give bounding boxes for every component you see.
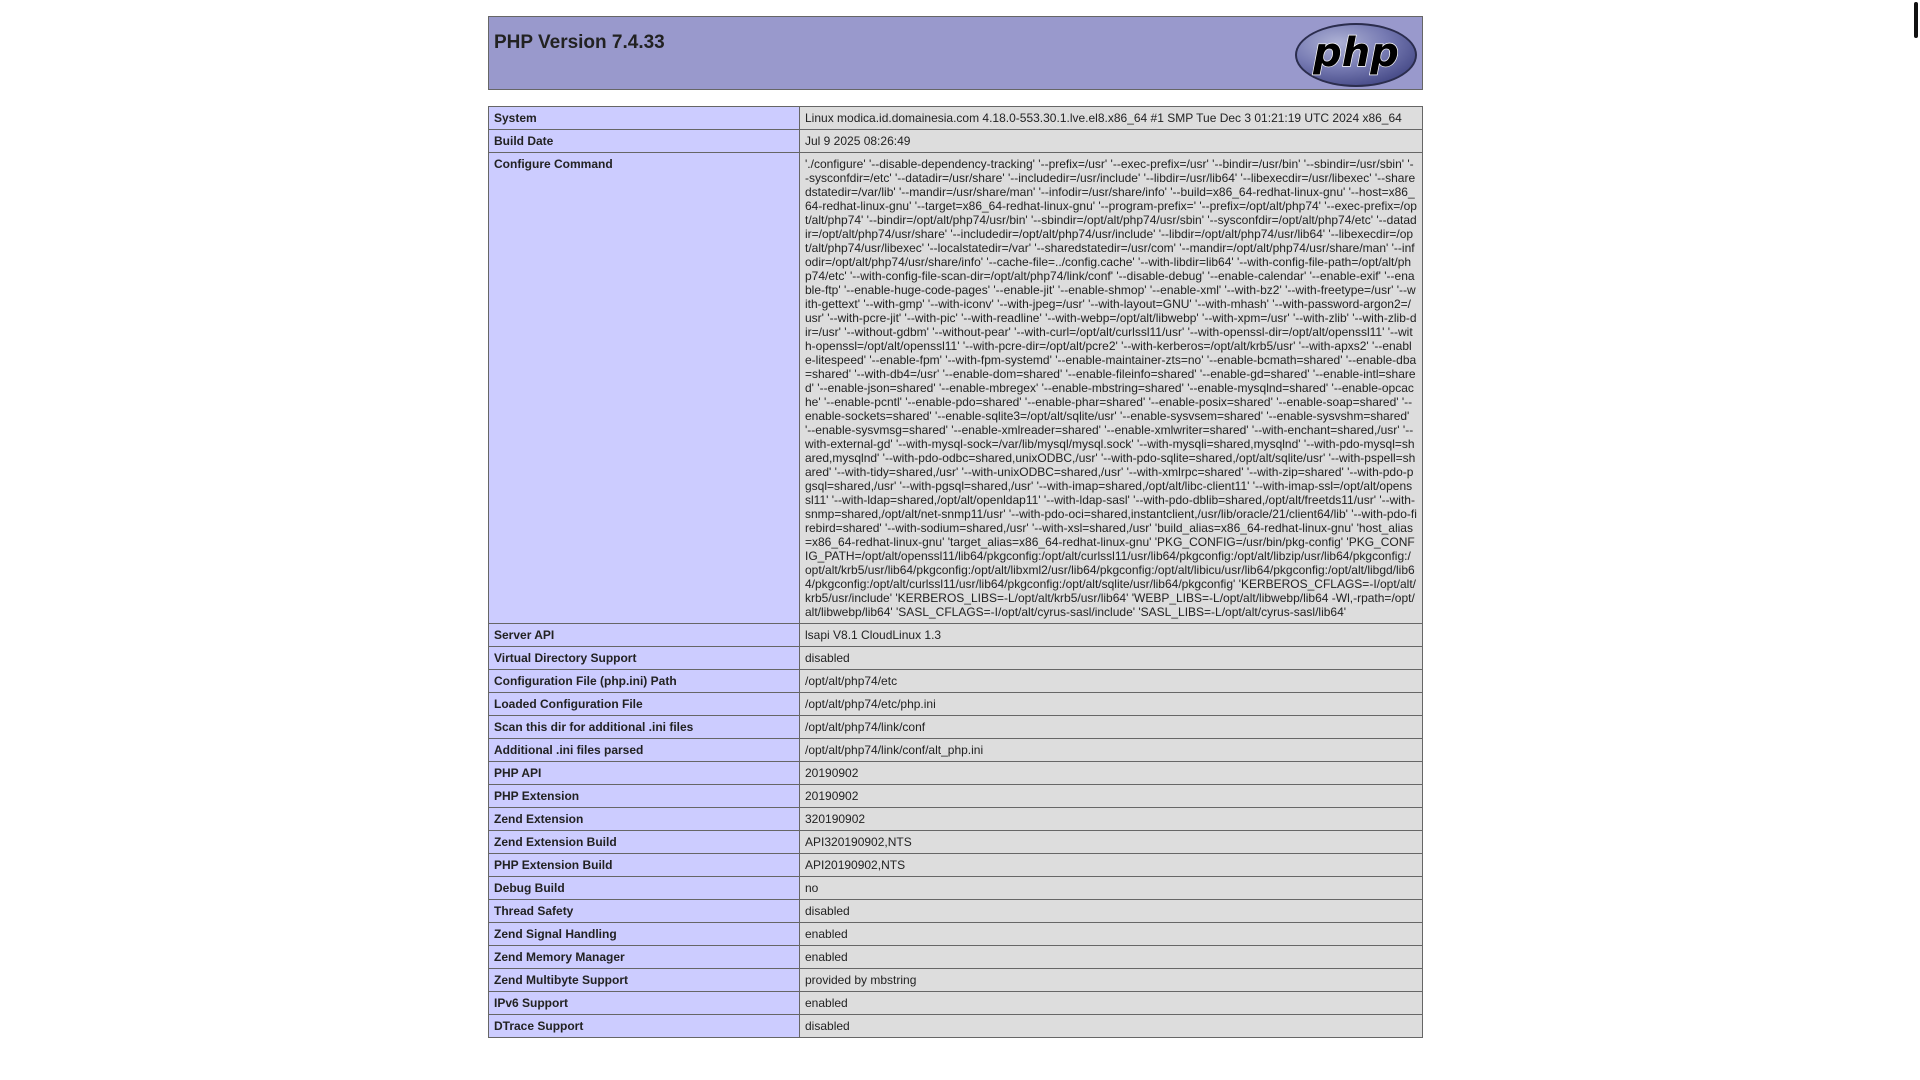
phpinfo-container: [488, 16, 1423, 1038]
table-row: [489, 831, 1423, 854]
table-row: [489, 923, 1423, 946]
row-key: PHP API: [489, 762, 800, 785]
row-value: 20190902: [800, 762, 1423, 785]
info-table-body: [489, 107, 1423, 1038]
row-key: Zend Extension: [489, 808, 800, 831]
row-value: /opt/alt/php74/link/conf: [800, 716, 1423, 739]
table-row: [489, 716, 1423, 739]
row-value: API320190902,NTS: [800, 831, 1423, 854]
row-value: API20190902,NTS: [800, 854, 1423, 877]
row-key: System: [489, 107, 800, 130]
row-value: disabled: [800, 647, 1423, 670]
table-row: [489, 785, 1423, 808]
table-row: [489, 877, 1423, 900]
row-value: /opt/alt/php74/link/conf/alt_php.ini: [800, 739, 1423, 762]
php-logo-text: php: [1313, 30, 1399, 76]
table-row: [489, 107, 1423, 130]
page-title: PHP Version 7.4.33: [494, 32, 665, 53]
row-key: Server API: [489, 624, 800, 647]
row-value: './configure' '--disable-dependency-tracking' '--prefix=/usr' '--exec-prefix=/usr' '--bindir=/usr/bin' '--sbindir=/usr/sbin' '--sysconfdir=/etc' '--datadir=/usr/share' '--includedir=/usr/include' '--libdir=/usr/lib64' '--libexecdir=/usr/libexec' '--sharedstatedir=/var/lib' '--mandir=/usr/share/man' '--infodir=/usr/share/info' '--build=x86_64-redhat-linux-gnu' '--host=x86_64-redhat-linux-gnu' '--target=x86_64-redhat-linux-gnu' '--program-prefix=' '--prefix=/opt/alt/php74' '--exec-prefix=/opt/alt/php74' '--bindir=/opt/alt/php74/usr/bin' '--sbindir=/opt/alt/php74/usr/sbin' '--sysconfdir=/opt/alt/php74/etc' '--datadir=/opt/alt/php74/usr/share' '--includedir=/opt/alt/php74/usr/include' '--libdir=/opt/alt/php74/usr/lib64' '--libexecdir=/opt/alt/php74/usr/libexec' '--localstatedir=/var' '--sharedstatedir=/usr/com' '--mandir=/opt/alt/php74/usr/share/man' '--infodir=/opt/alt/php74/usr/share/info' '--cache-file=../config.cache' '--with-libdir=lib64' '--with-config-file-path=/opt/alt/php74/etc' '--with-config-file-scan-dir=/opt/alt/php74/link/conf' '--disable-debug' '--enable-calendar' '--enable-exif' '--enable-ftp' '--enable-huge-code-pages' '--enable-jit' '--enable-shmop' '--enable-xml' '--with-bz2' '--with-freetype=/usr' '--with-gettext' '--with-gmp' '--with-iconv' '--with-jpeg=/usr' '--with-layout=GNU' '--with-mhash' '--with-password-argon2=/usr' '--with-pcre-jit' '--with-pic' '--with-readline' '--with-webp=/opt/alt/libwebp' '--with-xpm=/usr' '--with-zlib' '--with-zlib-dir=/usr' '--without-gdbm' '--without-pear' '--with-curl=/opt/alt/curlssl11/usr' '--with-openssl-dir=/opt/alt/openssl11' '--with-openssl=/opt/alt/openssl11' '--with-pcre-dir=/opt/alt/pcre2' '--with-kerberos=/opt/alt/krb5/usr' '--with-apxs2' '--enable-litespeed' '--enable-fpm' '--with-fpm-systemd' '--enable-maintainer-zts=no' '--enable-bcmath=shared' '--enable-dba=shared' '--with-db4=/usr' '--enable-dom=shared' '--enable-fileinfo=shared' '--enable-gd=shared' '--enable-intl=shared' '--enable-json=shared' '--enable-mbregex' '--enable-mbstring=shared' '--enable-mysqlnd=shared' '--enable-opcache' '--enable-pcntl' '--enable-pdo=shared' '--enable-phar=shared' '--enable-posix=shared' '--enable-soap=shared' '--enable-sockets=shared' '--enable-sqlite3=/opt/alt/sqlite/usr' '--enable-sysvsem=shared' '--enable-sysvshm=shared' '--enable-sysvmsg=shared' '--enable-xmlreader=shared' '--enable-xmlwriter=shared' '--with-enchant=shared,/usr' '--with-external-gd' '--with-mysql-sock=/var/lib/mysql/mysql.sock' '--with-mysqli=shared,mysqlnd' '--with-pdo-mysql=shared,mysqlnd' '--with-pdo-odbc=shared,unixODBC,/usr' '--with-pdo-sqlite=shared,/opt/alt/sqlite/usr' '--with-pspell=shared' '--with-tidy=shared,/usr' '--with-unixODBC=shared,/usr' '--with-xmlrpc=shared' '--with-zip=shared' '--with-pdo-pgsql=shared,/usr' '--with-pgsql=shared,/usr' '--with-imap=shared,/opt/alt/libc-client11' '--with-imap-ssl=/opt/alt/openssl11' '--with-ldap=shared,/opt/alt/openldap11' '--with-ldap-sasl' '--with-pdo-dblib=shared,/opt/alt/freetds11/usr' '--with-snmp=shared,/opt/alt/net-snmp11/usr' '--with-pdo-oci=shared,instantclient,/usr/lib/oracle/21/client64/lib' '--with-pdo-firebird=shared' '--with-sodium=shared,/usr' '--with-xsl=shared,/usr' 'build_alias=x86_64-redhat-linux-gnu' 'host_alias=x86_64-redhat-linux-gnu' 'target_alias=x86_64-redhat-linux-gnu' 'PKG_CONFIG=/usr/bin/pkg-config' 'PKG_CONFIG_PATH=/opt/alt/openssl11/lib64/pkgconfig:/opt/alt/curlssl11/usr/lib64/pkgconfig:/opt/alt/libzip/usr/lib64/pkgconfig:/opt/alt/krb5/usr/lib64/pkgconfig:/opt/alt/libxml2/usr/lib64/pkgconfig:/opt/alt/libicu/usr/lib64/pkgconfig:/opt/alt/libgd/lib64/pkgconfig:/opt/alt/curlssl11/usr/lib64/pkgconfig:/opt/alt/sqlite/usr/lib64/pkgconfig' 'KERBEROS_CFLAGS=-I/opt/alt/krb5/usr/include' 'KERBEROS_LIBS=-L/opt/alt/krb5/usr/lib64' 'WEBP_LIBS=-L/opt/alt/libwebp/lib64 -Wl,-rpath=/opt/alt/libwebp/lib64' 'SASL_CFLAGS=-I/opt/alt/cyrus-sasl/include' 'SASL_LIBS=-L/opt/alt/cyrus-sasl/lib64': [800, 153, 1423, 624]
row-value: enabled: [800, 992, 1423, 1015]
row-key: Scan this dir for additional .ini files: [489, 716, 800, 739]
table-row: [489, 624, 1423, 647]
row-key: Build Date: [489, 130, 800, 153]
row-key: Configure Command: [489, 153, 800, 624]
row-value: disabled: [800, 1015, 1423, 1038]
table-row: [489, 693, 1423, 716]
row-value: /opt/alt/php74/etc/php.ini: [800, 693, 1423, 716]
table-row: [489, 647, 1423, 670]
info-table: [488, 106, 1423, 1038]
row-value: lsapi V8.1 CloudLinux 1.3: [800, 624, 1423, 647]
table-row: [489, 153, 1423, 624]
row-key: Zend Memory Manager: [489, 946, 800, 969]
row-key: Virtual Directory Support: [489, 647, 800, 670]
table-row: [489, 969, 1423, 992]
row-value: no: [800, 877, 1423, 900]
table-row: [489, 992, 1423, 1015]
row-key: Additional .ini files parsed: [489, 739, 800, 762]
table-row: [489, 1015, 1423, 1038]
row-key: DTrace Support: [489, 1015, 800, 1038]
row-value: 320190902: [800, 808, 1423, 831]
row-key: PHP Extension Build: [489, 854, 800, 877]
row-key: Thread Safety: [489, 900, 800, 923]
row-key: PHP Extension: [489, 785, 800, 808]
table-row: [489, 946, 1423, 969]
table-row: [489, 900, 1423, 923]
row-key: Configuration File (php.ini) Path: [489, 670, 800, 693]
row-value: enabled: [800, 923, 1423, 946]
row-key: Loaded Configuration File: [489, 693, 800, 716]
table-row: [489, 670, 1423, 693]
row-value: Linux modica.id.domainesia.com 4.18.0-553.30.1.lve.el8.x86_64 #1 SMP Tue Dec 3 01:21:19 UTC 2024 x86_64: [800, 107, 1423, 130]
row-key: IPv6 Support: [489, 992, 800, 1015]
row-key: Zend Signal Handling: [489, 923, 800, 946]
table-row: [489, 762, 1423, 785]
row-value: Jul 9 2025 08:26:49: [800, 130, 1423, 153]
table-row: [489, 854, 1423, 877]
scrollbar-thumb[interactable]: [1914, 2, 1918, 38]
version-header: [488, 16, 1423, 90]
row-value: disabled: [800, 900, 1423, 923]
row-value: enabled: [800, 946, 1423, 969]
row-value: provided by mbstring: [800, 969, 1423, 992]
table-row: [489, 808, 1423, 831]
row-key: Zend Extension Build: [489, 831, 800, 854]
table-row: [489, 130, 1423, 153]
row-value: 20190902: [800, 785, 1423, 808]
row-key: Zend Multibyte Support: [489, 969, 800, 992]
php-logo-icon[interactable]: [1294, 22, 1418, 88]
table-row: [489, 739, 1423, 762]
row-value: /opt/alt/php74/etc: [800, 670, 1423, 693]
row-key: Debug Build: [489, 877, 800, 900]
